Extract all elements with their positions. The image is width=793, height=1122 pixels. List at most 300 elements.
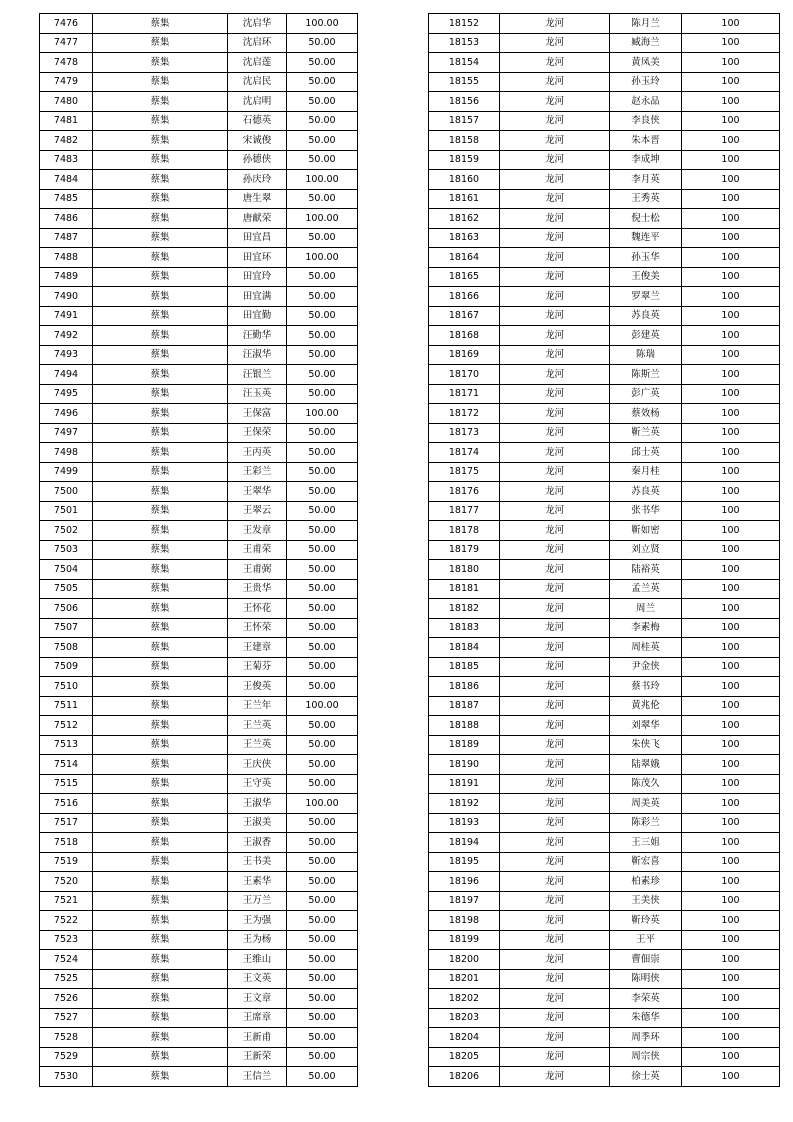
township-cell: 蔡集 [93, 423, 228, 443]
table-row [40, 501, 358, 521]
table-row [429, 170, 780, 190]
amount-cell: 100 [682, 228, 780, 248]
township-cell: 龙河 [500, 1008, 610, 1028]
amount-cell: 50.00 [287, 345, 358, 365]
amount-cell: 100 [682, 326, 780, 346]
township-cell: 龙河 [500, 14, 610, 34]
name-cell: 沈启环 [228, 33, 287, 53]
amount-cell: 50.00 [287, 189, 358, 209]
table-row [40, 813, 358, 833]
township-cell: 蔡集 [93, 657, 228, 677]
amount-cell: 50.00 [287, 423, 358, 443]
name-cell: 王文章 [228, 989, 287, 1009]
name-cell: 苏良英 [610, 306, 682, 326]
row-number-cell: 7486 [40, 209, 93, 229]
name-cell: 王甫荣 [228, 540, 287, 560]
amount-cell: 100 [682, 345, 780, 365]
township-cell: 龙河 [500, 53, 610, 73]
amount-cell: 100 [682, 1067, 780, 1087]
table-row [429, 462, 780, 482]
township-cell: 龙河 [500, 228, 610, 248]
table-row [429, 111, 780, 131]
row-number-cell: 18157 [429, 111, 500, 131]
township-cell: 龙河 [500, 1028, 610, 1048]
amount-cell: 100 [682, 579, 780, 599]
table-row [40, 111, 358, 131]
amount-cell: 50.00 [287, 462, 358, 482]
name-cell: 苏良英 [610, 482, 682, 502]
table-row [40, 1008, 358, 1028]
township-cell: 蔡集 [93, 209, 228, 229]
name-cell: 宋诚俊 [228, 131, 287, 151]
township-cell: 蔡集 [93, 1047, 228, 1067]
row-number-cell: 7492 [40, 326, 93, 346]
township-cell: 龙河 [500, 365, 610, 385]
township-cell: 蔡集 [93, 228, 228, 248]
amount-cell: 100 [682, 462, 780, 482]
table-row [40, 423, 358, 443]
amount-cell: 50.00 [287, 560, 358, 580]
name-cell: 王菊芬 [228, 657, 287, 677]
amount-cell: 100 [682, 501, 780, 521]
township-cell: 龙河 [500, 189, 610, 209]
table-row [429, 599, 780, 619]
table-row [429, 755, 780, 775]
township-cell: 蔡集 [93, 813, 228, 833]
name-cell: 魏连平 [610, 228, 682, 248]
row-number-cell: 7517 [40, 813, 93, 833]
amount-cell: 50.00 [287, 638, 358, 658]
row-number-cell: 18181 [429, 579, 500, 599]
table-row [40, 170, 358, 190]
table-row [40, 462, 358, 482]
name-cell: 王平 [610, 930, 682, 950]
name-cell: 柏素珍 [610, 872, 682, 892]
name-cell: 王俊英 [228, 677, 287, 697]
name-cell: 陈月兰 [610, 14, 682, 34]
table-row [40, 189, 358, 209]
table-row [429, 677, 780, 697]
name-cell: 王淑香 [228, 833, 287, 853]
name-cell: 邱士英 [610, 443, 682, 463]
township-cell: 龙河 [500, 150, 610, 170]
table-row [429, 560, 780, 580]
table-row [429, 150, 780, 170]
table-row [40, 618, 358, 638]
row-number-cell: 18156 [429, 92, 500, 112]
row-number-cell: 7521 [40, 891, 93, 911]
amount-cell: 100 [682, 170, 780, 190]
township-cell: 龙河 [500, 131, 610, 151]
table-row [429, 911, 780, 931]
name-cell: 黄兆伦 [610, 696, 682, 716]
row-number-cell: 7480 [40, 92, 93, 112]
name-cell: 王信兰 [228, 1067, 287, 1087]
table-row [40, 92, 358, 112]
amount-cell: 100 [682, 872, 780, 892]
township-cell: 龙河 [500, 560, 610, 580]
table-row [429, 540, 780, 560]
amount-cell: 50.00 [287, 150, 358, 170]
name-cell: 彭建英 [610, 326, 682, 346]
township-cell: 蔡集 [93, 1067, 228, 1087]
table-row [429, 53, 780, 73]
row-number-cell: 7490 [40, 287, 93, 307]
row-number-cell: 7477 [40, 33, 93, 53]
name-cell: 靳宏喜 [610, 852, 682, 872]
left-table [39, 13, 358, 1087]
amount-cell: 100 [682, 423, 780, 443]
amount-cell: 50.00 [287, 443, 358, 463]
name-cell: 蔡书玲 [610, 677, 682, 697]
township-cell: 蔡集 [93, 384, 228, 404]
amount-cell: 50.00 [287, 677, 358, 697]
amount-cell: 100.00 [287, 14, 358, 34]
row-number-cell: 7478 [40, 53, 93, 73]
table-row [429, 501, 780, 521]
amount-cell: 100 [682, 1047, 780, 1067]
name-cell: 李荣英 [610, 989, 682, 1009]
table-row [40, 716, 358, 736]
amount-cell: 100.00 [287, 209, 358, 229]
table-row [429, 872, 780, 892]
table-row [429, 891, 780, 911]
table-row [40, 852, 358, 872]
row-number-cell: 7499 [40, 462, 93, 482]
row-number-cell: 7520 [40, 872, 93, 892]
name-cell: 陈瑞 [610, 345, 682, 365]
table-row [40, 404, 358, 424]
name-cell: 王兰英 [228, 716, 287, 736]
name-cell: 王新荣 [228, 1047, 287, 1067]
amount-cell: 50.00 [287, 969, 358, 989]
name-cell: 尹金侠 [610, 657, 682, 677]
township-cell: 蔡集 [93, 92, 228, 112]
township-cell: 蔡集 [93, 267, 228, 287]
township-cell: 蔡集 [93, 53, 228, 73]
table-row [429, 267, 780, 287]
name-cell: 陈彩兰 [610, 813, 682, 833]
table-row [40, 755, 358, 775]
amount-cell: 50.00 [287, 579, 358, 599]
township-cell: 蔡集 [93, 677, 228, 697]
amount-cell: 50.00 [287, 540, 358, 560]
row-number-cell: 7482 [40, 131, 93, 151]
amount-cell: 100 [682, 950, 780, 970]
row-number-cell: 7514 [40, 755, 93, 775]
township-cell: 龙河 [500, 287, 610, 307]
amount-cell: 50.00 [287, 501, 358, 521]
row-number-cell: 18175 [429, 462, 500, 482]
name-cell: 王建章 [228, 638, 287, 658]
amount-cell: 100 [682, 852, 780, 872]
row-number-cell: 18164 [429, 248, 500, 268]
row-number-cell: 18153 [429, 33, 500, 53]
table-row [429, 209, 780, 229]
township-cell: 蔡集 [93, 560, 228, 580]
township-cell: 蔡集 [93, 287, 228, 307]
row-number-cell: 7491 [40, 306, 93, 326]
row-number-cell: 7479 [40, 72, 93, 92]
row-number-cell: 18173 [429, 423, 500, 443]
name-cell: 沈启华 [228, 14, 287, 34]
row-number-cell: 7510 [40, 677, 93, 697]
township-cell: 蔡集 [93, 150, 228, 170]
row-number-cell: 7495 [40, 384, 93, 404]
name-cell: 孙庆玲 [228, 170, 287, 190]
table-row [429, 384, 780, 404]
table-row [429, 521, 780, 541]
name-cell: 田宜昌 [228, 228, 287, 248]
township-cell: 龙河 [500, 950, 610, 970]
amount-cell: 100 [682, 404, 780, 424]
table-row [429, 696, 780, 716]
township-cell: 龙河 [500, 852, 610, 872]
row-number-cell: 18186 [429, 677, 500, 697]
name-cell: 王俊美 [610, 267, 682, 287]
table-row [40, 579, 358, 599]
amount-cell: 50.00 [287, 131, 358, 151]
amount-cell: 100 [682, 521, 780, 541]
name-cell: 靳如密 [610, 521, 682, 541]
table-row [40, 72, 358, 92]
row-number-cell: 7522 [40, 911, 93, 931]
amount-cell: 100 [682, 306, 780, 326]
right-table [428, 13, 780, 1087]
table-row [40, 560, 358, 580]
name-cell: 周宗侠 [610, 1047, 682, 1067]
township-cell: 龙河 [500, 716, 610, 736]
amount-cell: 100 [682, 443, 780, 463]
amount-cell: 50.00 [287, 365, 358, 385]
row-number-cell: 18180 [429, 560, 500, 580]
township-cell: 蔡集 [93, 404, 228, 424]
row-number-cell: 18200 [429, 950, 500, 970]
township-cell: 龙河 [500, 930, 610, 950]
name-cell: 孟兰英 [610, 579, 682, 599]
table-row [40, 209, 358, 229]
row-number-cell: 18204 [429, 1028, 500, 1048]
township-cell: 龙河 [500, 774, 610, 794]
row-number-cell: 7489 [40, 267, 93, 287]
amount-cell: 100 [682, 735, 780, 755]
row-number-cell: 18199 [429, 930, 500, 950]
township-cell: 蔡集 [93, 365, 228, 385]
row-number-cell: 18158 [429, 131, 500, 151]
table-row [40, 267, 358, 287]
row-number-cell: 7507 [40, 618, 93, 638]
name-cell: 王守英 [228, 774, 287, 794]
township-cell: 龙河 [500, 33, 610, 53]
row-number-cell: 18193 [429, 813, 500, 833]
amount-cell: 100 [682, 111, 780, 131]
row-number-cell: 18167 [429, 306, 500, 326]
row-number-cell: 18160 [429, 170, 500, 190]
amount-cell: 100 [682, 209, 780, 229]
amount-cell: 100 [682, 14, 780, 34]
amount-cell: 100 [682, 189, 780, 209]
table-row [429, 579, 780, 599]
amount-cell: 100 [682, 638, 780, 658]
township-cell: 蔡集 [93, 794, 228, 814]
name-cell: 王翠华 [228, 482, 287, 502]
name-cell: 王万兰 [228, 891, 287, 911]
row-number-cell: 18161 [429, 189, 500, 209]
table-row [429, 1008, 780, 1028]
amount-cell: 50.00 [287, 716, 358, 736]
table-row [429, 774, 780, 794]
left-table-body [40, 14, 358, 1087]
name-cell: 唐生翠 [228, 189, 287, 209]
row-number-cell: 7530 [40, 1067, 93, 1087]
table-row [429, 638, 780, 658]
table-row [40, 540, 358, 560]
township-cell: 龙河 [500, 891, 610, 911]
table-row [40, 599, 358, 619]
amount-cell: 50.00 [287, 1008, 358, 1028]
table-row [429, 92, 780, 112]
name-cell: 周季环 [610, 1028, 682, 1048]
township-cell: 龙河 [500, 267, 610, 287]
row-number-cell: 18163 [429, 228, 500, 248]
amount-cell: 100 [682, 1028, 780, 1048]
table-row [429, 989, 780, 1009]
table-row [40, 950, 358, 970]
table-row [40, 1028, 358, 1048]
township-cell: 蔡集 [93, 911, 228, 931]
township-cell: 蔡集 [93, 833, 228, 853]
row-number-cell: 18177 [429, 501, 500, 521]
name-cell: 罗翠兰 [610, 287, 682, 307]
township-cell: 蔡集 [93, 638, 228, 658]
table-row [429, 131, 780, 151]
name-cell: 孙玉玲 [610, 72, 682, 92]
name-cell: 王素华 [228, 872, 287, 892]
township-cell: 蔡集 [93, 755, 228, 775]
table-row [40, 326, 358, 346]
row-number-cell: 7505 [40, 579, 93, 599]
amount-cell: 100 [682, 716, 780, 736]
township-cell: 蔡集 [93, 774, 228, 794]
name-cell: 王兰年 [228, 696, 287, 716]
row-number-cell: 18189 [429, 735, 500, 755]
amount-cell: 50.00 [287, 267, 358, 287]
township-cell: 蔡集 [93, 170, 228, 190]
amount-cell: 50.00 [287, 774, 358, 794]
name-cell: 朱本晋 [610, 131, 682, 151]
amount-cell: 100 [682, 384, 780, 404]
township-cell: 蔡集 [93, 443, 228, 463]
name-cell: 王保荣 [228, 423, 287, 443]
name-cell: 王书美 [228, 852, 287, 872]
township-cell: 龙河 [500, 209, 610, 229]
name-cell: 周兰 [610, 599, 682, 619]
row-number-cell: 7513 [40, 735, 93, 755]
name-cell: 王文英 [228, 969, 287, 989]
table-row [40, 228, 358, 248]
table-row [429, 14, 780, 34]
township-cell: 龙河 [500, 813, 610, 833]
name-cell: 王贵华 [228, 579, 287, 599]
township-cell: 蔡集 [93, 696, 228, 716]
amount-cell: 50.00 [287, 657, 358, 677]
amount-cell: 50.00 [287, 72, 358, 92]
name-cell: 王发章 [228, 521, 287, 541]
name-cell: 王庆侠 [228, 755, 287, 775]
row-number-cell: 7508 [40, 638, 93, 658]
row-number-cell: 7481 [40, 111, 93, 131]
table-row [429, 813, 780, 833]
amount-cell: 100 [682, 540, 780, 560]
name-cell: 唐献荣 [228, 209, 287, 229]
table-row [40, 989, 358, 1009]
row-number-cell: 7493 [40, 345, 93, 365]
name-cell: 王三姐 [610, 833, 682, 853]
township-cell: 蔡集 [93, 950, 228, 970]
amount-cell: 50.00 [287, 53, 358, 73]
table-row [40, 1067, 358, 1087]
township-cell: 蔡集 [93, 930, 228, 950]
name-cell: 徐士英 [610, 1067, 682, 1087]
township-cell: 蔡集 [93, 540, 228, 560]
name-cell: 陈茂久 [610, 774, 682, 794]
township-cell: 龙河 [500, 92, 610, 112]
name-cell: 王怀花 [228, 599, 287, 619]
table-row [429, 716, 780, 736]
row-number-cell: 18192 [429, 794, 500, 814]
name-cell: 王席章 [228, 1008, 287, 1028]
right-table-body [429, 14, 780, 1087]
amount-cell: 100 [682, 482, 780, 502]
row-number-cell: 18182 [429, 599, 500, 619]
township-cell: 蔡集 [93, 14, 228, 34]
row-number-cell: 18206 [429, 1067, 500, 1087]
township-cell: 蔡集 [93, 989, 228, 1009]
township-cell: 蔡集 [93, 248, 228, 268]
name-cell: 李月英 [610, 170, 682, 190]
amount-cell: 50.00 [287, 92, 358, 112]
row-number-cell: 18166 [429, 287, 500, 307]
table-row [429, 326, 780, 346]
township-cell: 龙河 [500, 618, 610, 638]
name-cell: 石德英 [228, 111, 287, 131]
amount-cell: 100.00 [287, 404, 358, 424]
table-row [40, 345, 358, 365]
table-row [429, 618, 780, 638]
row-number-cell: 18195 [429, 852, 500, 872]
name-cell: 王淑美 [228, 813, 287, 833]
township-cell: 蔡集 [93, 482, 228, 502]
township-cell: 龙河 [500, 989, 610, 1009]
name-cell: 田宜满 [228, 287, 287, 307]
row-number-cell: 18172 [429, 404, 500, 424]
name-cell: 王彩兰 [228, 462, 287, 482]
name-cell: 汪勤华 [228, 326, 287, 346]
amount-cell: 100 [682, 248, 780, 268]
table-row [40, 833, 358, 853]
name-cell: 王维山 [228, 950, 287, 970]
row-number-cell: 7524 [40, 950, 93, 970]
amount-cell: 100 [682, 150, 780, 170]
row-number-cell: 18184 [429, 638, 500, 658]
table-row [429, 833, 780, 853]
township-cell: 龙河 [500, 326, 610, 346]
amount-cell: 50.00 [287, 618, 358, 638]
amount-cell: 50.00 [287, 852, 358, 872]
township-cell: 蔡集 [93, 131, 228, 151]
township-cell: 龙河 [500, 482, 610, 502]
township-cell: 蔡集 [93, 735, 228, 755]
